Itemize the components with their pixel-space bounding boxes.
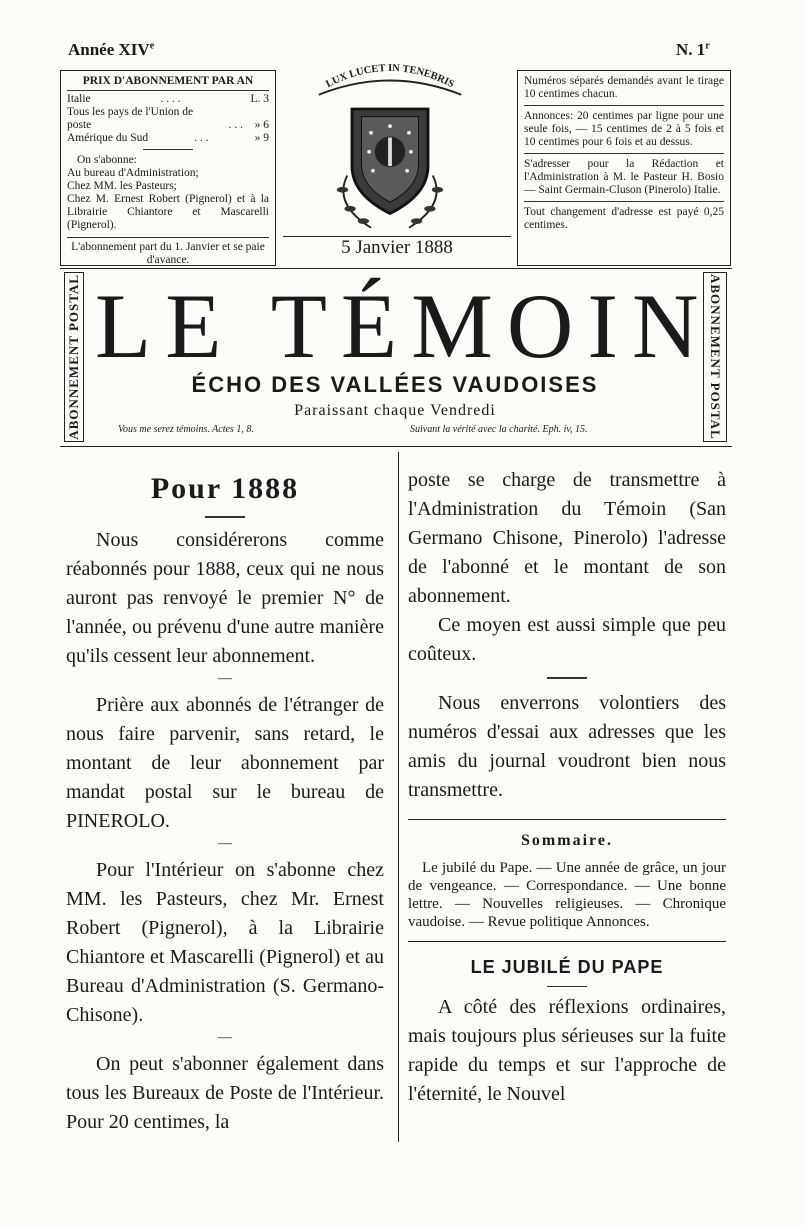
price-row-italy: Italie . . . . L. 3 <box>67 93 269 105</box>
info-box <box>517 70 731 266</box>
subscription-note: L'abonnement part du 1. Janvier et se paie d'avance. <box>71 241 265 266</box>
banner-bottom-rule <box>60 446 732 447</box>
subscription-title: PRIX D'ABONNEMENT PAR AN <box>82 75 254 87</box>
address-note: S'adresser pour la Rédaction et l'Administration à M. le Pasteur H. Bosio — Saint Germain-Cluson (Pinerolo) Italie. <box>524 158 724 196</box>
left-column <box>66 470 384 1137</box>
summary-box <box>408 859 726 931</box>
single-copies-note: Numéros séparés demandés avant le tirage 10 centimes chacun. <box>524 75 724 100</box>
subscribe-line: On s'abonne: <box>77 154 137 166</box>
quote-left: Vous me serez témoins. Actes 1, 8. <box>118 424 254 435</box>
banner-top-rule <box>60 268 732 269</box>
postal-label-right: ABONNEMENT POSTAL <box>703 272 727 442</box>
paragraph: Nous considérerons comme réabonnés pour 1888, ceux qui ne nous auront pas renvoyé le premier N° de l'année, ou prévenu d'une autre manière qu'ils cessent leur abonnement. <box>66 528 384 667</box>
issue-number: N. 1$^r$ <box>676 40 710 59</box>
summary-top-rule <box>408 819 726 820</box>
dash-separator: — <box>218 835 232 851</box>
quote-right: Suivant la vérité avec la charité. Eph. iv, 15. <box>410 424 588 435</box>
postal-label-left: ABONNEMENT POSTAL <box>64 272 84 442</box>
subscribe-line: Chez M. Ernest Robert (Pignerol) et à la Librairie Chiantore et Mascarelli (Pignerol). <box>67 193 269 231</box>
price-row-union: Tous les pays de l'Union de poste . . . » 6 <box>67 106 269 131</box>
date-rule-top <box>283 236 511 237</box>
column-divider <box>398 452 399 1142</box>
summary-bottom-rule <box>408 941 726 942</box>
crest-emblem <box>295 52 485 247</box>
paragraph: Ce moyen est aussi simple que peu coûteux. <box>408 614 726 665</box>
article-heading-rule <box>547 986 587 988</box>
paragraph: poste se charge de transmettre à l'Administration du Témoin (San Germano Chisone, Pinerolo) l'adresse de l'abonné et le montant de son abonnement. <box>408 469 726 607</box>
paragraph: A côté des réflexions ordinaires, mais toujours plus sérieuses sur la fuite rapide du temps et sur l'approche de l'éternité, le Nouvel <box>408 996 726 1105</box>
dash-separator: — <box>218 1029 232 1045</box>
subscribe-line: Au bureau d'Administration; <box>67 167 199 179</box>
heading-rule <box>205 516 245 518</box>
dash-separator <box>547 677 587 679</box>
ads-note: Annonces: 20 centimes par ligne pour une seule fois, — 15 centimes de 2 à 5 fois et 10 centimes pour 6 fois et au dessus. <box>524 110 724 148</box>
change-address-note: Tout changement d'adresse est payé 0,25 centimes. <box>524 206 724 231</box>
right-column <box>408 466 726 1109</box>
subscribe-line: Chez MM. les Pasteurs; <box>67 180 177 192</box>
paragraph: On peut s'abonner également dans tous les Bureaux de Poste de l'Intérieur. Pour 20 centimes, la <box>66 1052 384 1133</box>
dash-separator: — <box>218 670 232 686</box>
subscription-box <box>60 70 276 266</box>
year-label: Année XIVe <box>68 40 155 59</box>
issue-date: 5 Janvier 1888 <box>341 237 453 258</box>
price-row-south-america: Amérique du Sud . . . » 9 <box>67 132 269 144</box>
newspaper-title: LE TÉMOIN <box>95 275 713 377</box>
paragraph: Pour l'Intérieur on s'abonne chez MM. les Pasteurs, chez Mr. Ernest Robert (Pignerol), à la Librairie Chiantore et Mascarelli (Pignerol) et au Bureau d'Administration (S. Germano-Chisone). <box>66 858 384 1026</box>
article-heading: LE JUBILÉ DU PAPE <box>470 956 664 977</box>
summary-text: Le jubilé du Pape. — Une année de grâce, un jour de vengeance. — Correspondance. — Une bonne lettre. — Nouvelles religieuses. — Chronique vaudoise. — Revue politique Annonces. <box>408 859 726 930</box>
newspaper-subtitle: ÉCHO DES VALLÉES VAUDOISES <box>191 372 599 397</box>
summary-heading: Sommaire. <box>521 831 613 849</box>
crest-motto: LUX LUCET IN TENEBRIS <box>324 62 456 91</box>
newspaper-tagline: Paraissant chaque Vendredi <box>294 402 496 419</box>
paragraph: Nous enverrons volontiers des numéros d'essai aux adresses que les amis du journal voudront bien nous transmettre. <box>408 691 726 801</box>
section-heading-pour-1888: Pour 1888 <box>150 472 300 505</box>
paragraph: Prière aux abonnés de l'étranger de nous faire parvenir, sans retard, le montant de leur abonnement par mandat postal sur le bureau de PINEROLO. <box>66 693 384 832</box>
